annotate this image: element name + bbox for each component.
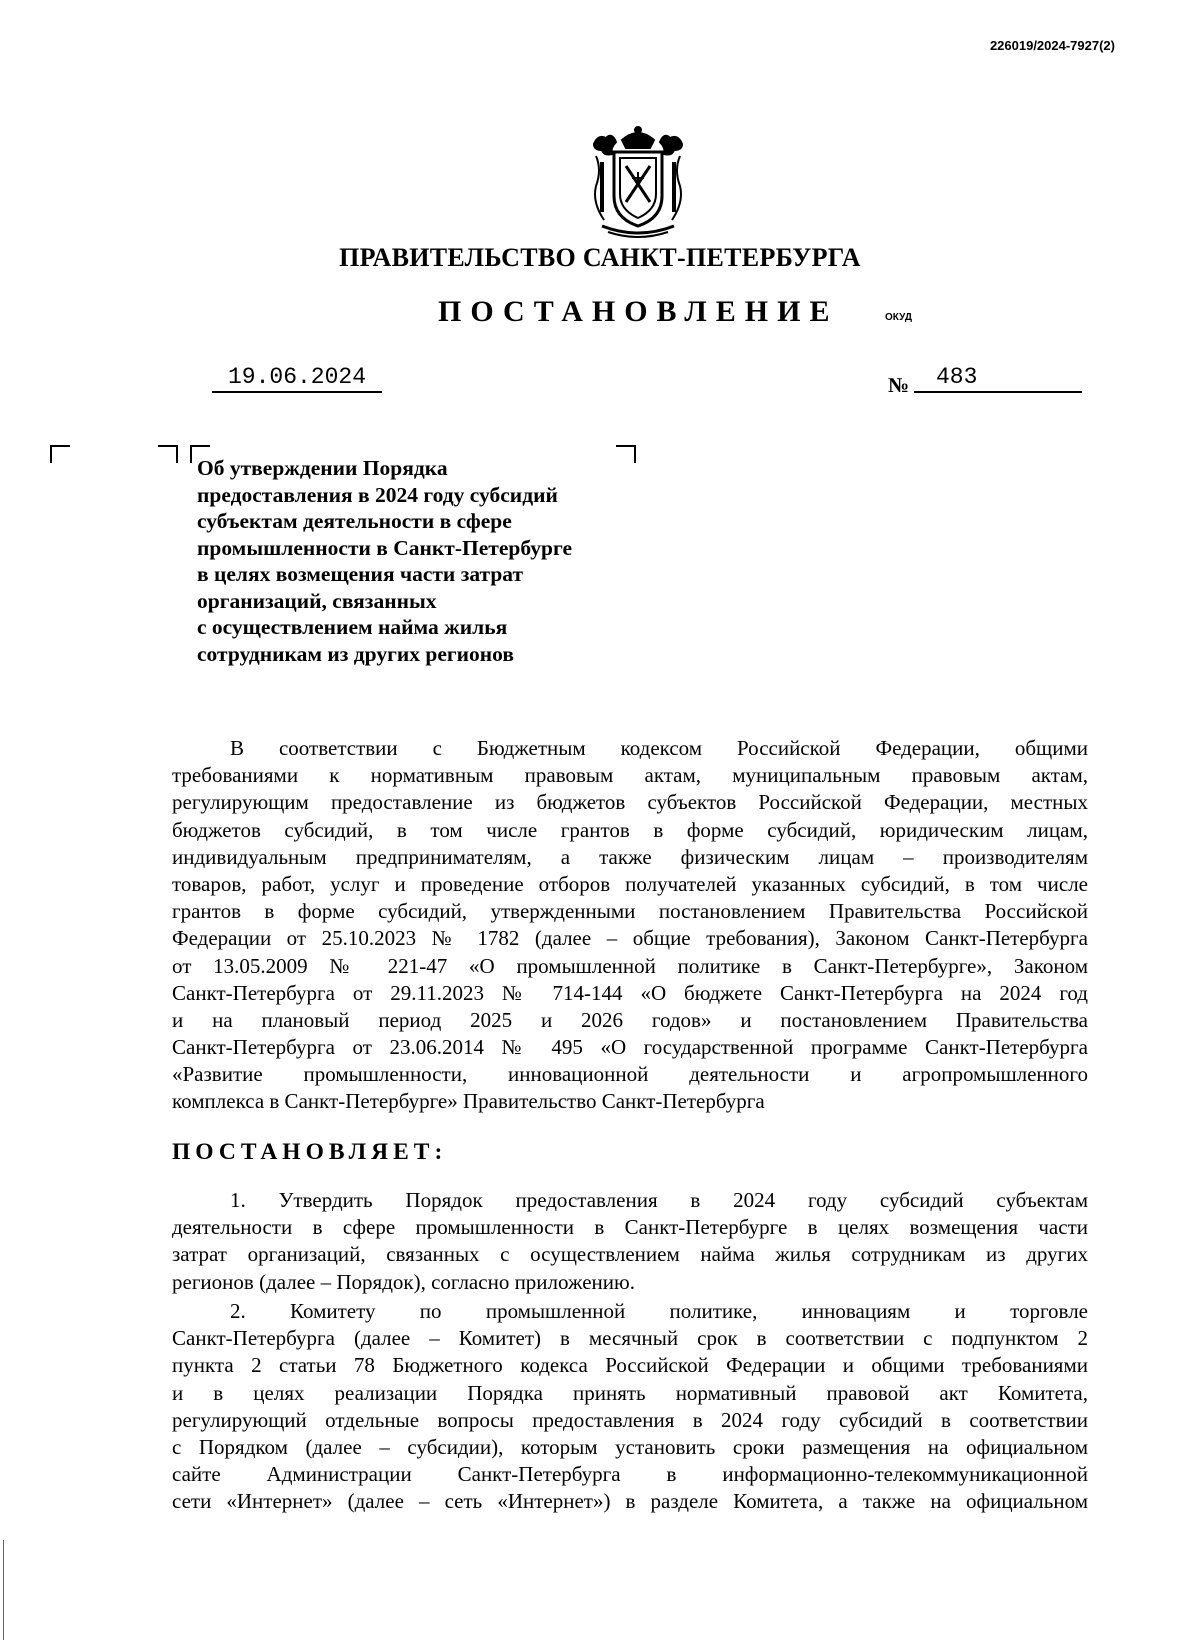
subject-line: Об утверждении Порядка bbox=[197, 456, 448, 480]
text-line: от 13.05.2009 № 221-47 «О промышленной политике в Санкт-Петербурге», Законом bbox=[172, 953, 1088, 978]
text-line: товаров, работ, услуг и проведение отборов получателей указанных субсидий, в том числе bbox=[172, 871, 1088, 896]
subject-line: организаций, связанных bbox=[197, 588, 437, 613]
text-line: Санкт-Петербурга от 23.06.2014 № 495 «О государственной программе Санкт-Петербурга bbox=[172, 1035, 1088, 1060]
text-line: индивидуальным предпринимателям, а также физическим лицам – производителям bbox=[172, 844, 1088, 869]
text-line: В соответствии с Бюджетным кодексом Российской Федерации, общими bbox=[230, 736, 1088, 760]
text-line: пункта 2 статьи 78 Бюджетного кодекса Российской Федерации и общими требованиями bbox=[172, 1353, 1088, 1378]
document-number: 483 bbox=[914, 364, 1082, 393]
document-subject bbox=[197, 455, 637, 667]
organization-name: ПРАВИТЕЛЬСТВО САНКТ-ПЕТЕРБУРГА bbox=[339, 243, 861, 272]
text-line: сайте Администрации Санкт-Петербурга в информационно-телекоммуникационной bbox=[172, 1462, 1088, 1487]
text-line: и в целях реализации Порядка принять нормативный правовой акт Комитета, bbox=[172, 1380, 1088, 1405]
text-line: и на плановый период 2025 и 2026 годов» и постановлением Правительства bbox=[172, 1007, 1088, 1032]
corner-mark bbox=[158, 445, 178, 463]
text-line: 1. Утвердить Порядок предоставления в 2024 году субсидий субъектам bbox=[230, 1188, 1088, 1212]
decree-word: ПОСТАНОВЛЯЕТ: bbox=[172, 1139, 448, 1165]
number-label: № bbox=[888, 373, 910, 397]
text-line: регулирующий отдельные вопросы предоставления в 2024 году субсидий в соответствии bbox=[172, 1407, 1088, 1432]
text-line: деятельности в сфере промышленности в Санкт-Петербурге в целях возмещения части bbox=[172, 1215, 1088, 1240]
subject-line: предоставления в 2024 году субсидий bbox=[197, 482, 558, 507]
text-line: бюджетов субсидий, в том числе грантов в форме субсидий, юридическим лицам, bbox=[172, 817, 1088, 842]
text-line: грантов в форме субсидий, утвержденными постановлением Правительства Российской bbox=[172, 899, 1088, 924]
text-line: регулирующим предоставление из бюджетов субъектов Российской Федерации, местных bbox=[172, 790, 1088, 815]
subject-line: в целях возмещения части затрат bbox=[197, 562, 524, 586]
corner-mark bbox=[50, 445, 70, 463]
text-line: затрат организаций, связанных с осуществлением найма жилья сотрудникам из других bbox=[172, 1242, 1088, 1267]
text-line: требованиями к нормативным правовым актам, муниципальным правовым актам, bbox=[172, 763, 1088, 788]
text-line: «Развитие промышленности, инновационной деятельности и агропромышленного bbox=[172, 1062, 1088, 1087]
scan-edge-line bbox=[3, 1540, 4, 1640]
text-line: комплекса в Санкт-Петербурге» Правительство Санкт-Петербурга bbox=[172, 1089, 765, 1114]
subject-line: сотрудникам из других регионов bbox=[197, 641, 514, 666]
text-line: с Порядком (далее – субсидии), которым установить сроки размещения на официальном bbox=[172, 1434, 1088, 1459]
document-type-title: ПОСТАНОВЛЕНИЕ bbox=[438, 295, 839, 328]
st-petersburg-coat-of-arms-icon bbox=[582, 122, 694, 242]
subject-line: субъектам деятельности в сфере bbox=[197, 509, 512, 533]
text-line: сети «Интернет» (далее – сеть «Интернет») в разделе Комитета, а также на официальном bbox=[172, 1489, 1088, 1514]
preamble-paragraph bbox=[172, 735, 1088, 1116]
subject-line: промышленности в Санкт-Петербурге bbox=[197, 535, 573, 560]
document-registration-number: 226019/2024-7927(2) bbox=[989, 38, 1115, 53]
subject-line: с осуществлением найма жилья bbox=[197, 615, 508, 639]
text-line: регионов (далее – Порядок), согласно приложению. bbox=[172, 1269, 635, 1294]
text-line: 2. Комитету по промышленной политике, инновациям и торговле bbox=[230, 1299, 1088, 1323]
text-line: Санкт-Петербурга от 29.11.2023 № 714-144 «О бюджете Санкт-Петербурга на 2024 год bbox=[172, 980, 1088, 1005]
item-1-paragraph bbox=[172, 1187, 1088, 1296]
item-2-paragraph bbox=[172, 1298, 1088, 1516]
text-line: Федерации от 25.10.2023 № 1782 (далее – общие требования), Законом Санкт-Петербурга bbox=[172, 926, 1088, 951]
document-date: 19.06.2024 bbox=[212, 364, 382, 393]
text-line: Санкт-Петербурга (далее – Комитет) в месячный срок в соответствии с подпунктом 2 bbox=[172, 1326, 1088, 1351]
okud-label: ОКУД bbox=[885, 312, 912, 323]
